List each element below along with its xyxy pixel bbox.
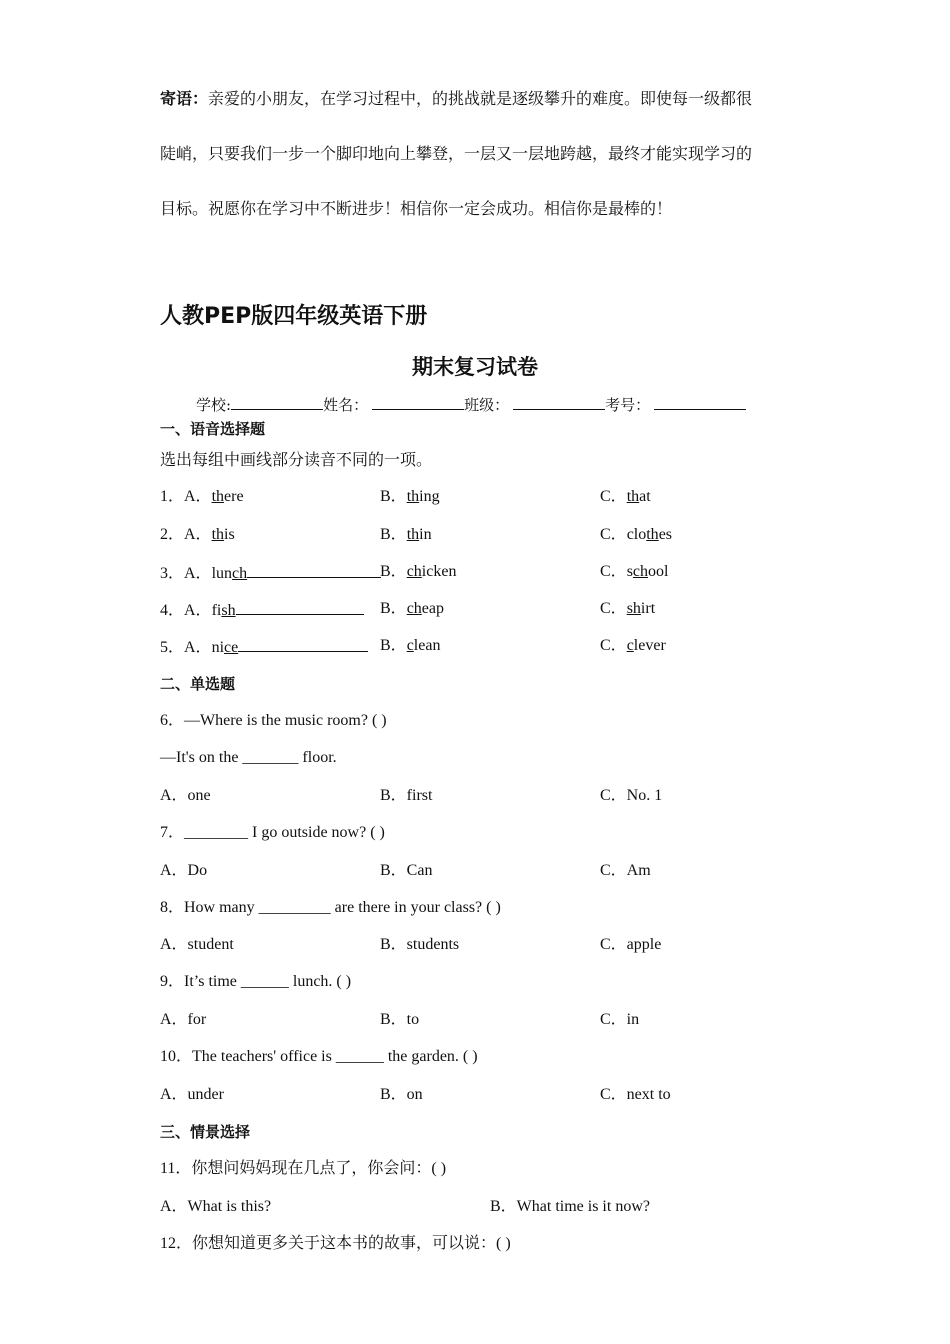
option-letter: C．: [600, 526, 627, 543]
question-number: 1．A．: [160, 488, 212, 505]
q6-option-a[interactable]: A．one: [160, 787, 211, 804]
phonics-q5-option-b[interactable]: [380, 636, 440, 656]
q7-option-a[interactable]: A．Do: [160, 862, 208, 879]
section-3-heading: 三、情景选择: [160, 1123, 251, 1141]
option-text: eap: [421, 600, 444, 617]
underlined-letters: th: [211, 526, 225, 543]
intro-text-1: 亲爱的小朋友，在学习过程中，的挑战就是逐级攀升的难度。即使每一级都很: [208, 91, 753, 108]
question-number: 3．A．: [160, 565, 212, 582]
phonics-row-4: [160, 599, 364, 621]
section-1-instruction: 选出每组中画线部分读音不同的一项。: [160, 452, 433, 469]
phonics-q3-option-a[interactable]: [160, 565, 247, 582]
underlined-letters: ch: [406, 600, 422, 617]
name-field[interactable]: [372, 395, 464, 410]
option-text: lean: [413, 637, 441, 654]
option-text: ing: [419, 488, 440, 505]
option-letter: C．: [600, 563, 627, 580]
section-1-heading: 一、语音选择题: [160, 420, 266, 438]
underlined-letters: ce: [224, 639, 239, 656]
underlined-letters: th: [211, 488, 225, 505]
question-11: 11．你想问妈妈现在几点了，你会问：( ): [160, 1160, 447, 1177]
phonics-q3-option-b[interactable]: [380, 562, 456, 582]
phonics-row-1: [160, 487, 244, 507]
option-text: ni: [211, 639, 225, 656]
underlined-letters: sh: [221, 602, 236, 619]
option-text: s: [626, 563, 633, 580]
q6-option-c[interactable]: C．No. 1: [600, 787, 663, 804]
page-subtitle: 期末复习试卷: [412, 355, 538, 379]
section-2-heading: 二、单选题: [160, 675, 236, 693]
school-field[interactable]: [231, 395, 323, 410]
question-number: 2．A．: [160, 526, 212, 543]
question-8: 8．How many _________ are there in your class? ( ): [160, 899, 501, 916]
q9-option-b[interactable]: B．to: [380, 1011, 420, 1028]
q6-option-b[interactable]: B．first: [380, 787, 433, 804]
option-text: ool: [648, 563, 669, 580]
class-field[interactable]: [513, 395, 605, 410]
option-letter: C．: [600, 600, 627, 617]
option-text: lever: [633, 637, 666, 654]
option-text: irt: [640, 600, 656, 617]
number-field[interactable]: [654, 395, 746, 410]
question-10: 10．The teachers' office is ______ the garden. ( ): [160, 1048, 478, 1065]
underlined-letters: th: [406, 488, 420, 505]
phonics-q2-option-c[interactable]: [600, 525, 672, 545]
phonics-q3-option-c[interactable]: [600, 562, 668, 582]
option-text: in: [419, 526, 432, 543]
phonics-row-2: [160, 525, 235, 545]
q9-option-a[interactable]: A．for: [160, 1011, 207, 1028]
option-letter: B．: [380, 526, 407, 543]
phonics-q5-option-a[interactable]: [160, 639, 238, 656]
option-text: lun: [211, 565, 233, 582]
option-text: fi: [211, 602, 222, 619]
option-letter: B．: [380, 600, 407, 617]
underlined-letters: ch: [406, 563, 422, 580]
underlined-letters: th: [646, 526, 659, 543]
option-letter: B．: [380, 563, 407, 580]
school-label: 学校:: [196, 396, 232, 414]
underlined-letters: ch: [232, 565, 248, 582]
phonics-q1-option-b[interactable]: [380, 487, 440, 507]
underline-gap: [238, 636, 368, 652]
question-6-line-2: —It's on the _______ floor.: [160, 749, 337, 766]
q8-option-b[interactable]: B．students: [380, 936, 460, 953]
option-letter: B．: [380, 637, 407, 654]
question-number: 4．A．: [160, 602, 212, 619]
q8-option-c[interactable]: C．apple: [600, 936, 662, 953]
number-label: 考号：: [605, 396, 651, 414]
underline-gap: [236, 599, 364, 615]
underline-gap: [247, 562, 381, 578]
page-title: 人教PEP版四年级英语下册: [160, 304, 428, 329]
underlined-letters: th: [406, 526, 420, 543]
phonics-q5-option-c[interactable]: [600, 636, 666, 656]
option-letter: B．: [380, 488, 407, 505]
option-text: at: [639, 488, 651, 505]
question-9: 9．It’s time ______ lunch. ( ): [160, 973, 352, 990]
underlined-letters: sh: [626, 600, 641, 617]
q11-option-a[interactable]: A．What is this?: [160, 1198, 272, 1215]
q8-option-a[interactable]: A．student: [160, 936, 234, 953]
phonics-q2-option-b[interactable]: [380, 525, 432, 545]
question-number: 5．A．: [160, 639, 212, 656]
q10-option-b[interactable]: B．on: [380, 1086, 423, 1103]
phonics-q4-option-a[interactable]: [160, 602, 236, 619]
underlined-letters: c: [626, 637, 634, 654]
question-12: 12．你想知道更多关于这本书的故事，可以说：( ): [160, 1235, 511, 1252]
phonics-row-3: [160, 562, 381, 584]
underlined-letters: c: [406, 637, 414, 654]
q7-option-c[interactable]: C．Am: [600, 862, 651, 879]
phonics-q4-option-b[interactable]: [380, 599, 444, 619]
intro-line-1: [160, 90, 752, 110]
q11-option-b[interactable]: B．What time is it now?: [490, 1198, 650, 1215]
option-letter: C．: [600, 488, 627, 505]
intro-label: 寄语：: [160, 91, 209, 108]
q10-option-c[interactable]: C．next to: [600, 1086, 671, 1103]
option-text: icken: [421, 563, 457, 580]
student-info-row: [196, 395, 746, 415]
q9-option-c[interactable]: C．in: [600, 1011, 640, 1028]
option-text: is: [224, 526, 235, 543]
option-text: ere: [224, 488, 244, 505]
phonics-q1-option-c[interactable]: [600, 487, 651, 507]
option-letter: C．: [600, 637, 627, 654]
name-label: 姓名：: [323, 396, 369, 414]
underlined-letters: ch: [632, 563, 649, 580]
underlined-letters: th: [626, 488, 640, 505]
question-7: 7．________ I go outside now? ( ): [160, 824, 385, 841]
phonics-q2-option-a[interactable]: [160, 526, 235, 543]
intro-line-3: 目标。祝愿你在学习中不断进步！相信你一定会成功。相信你是最棒的！: [160, 201, 673, 218]
option-text: clo: [626, 526, 647, 543]
intro-line-2: 陡峭，只要我们一步一个脚印地向上攀登，一层又一层地跨越，最终才能实现学习的: [160, 146, 753, 163]
option-text: es: [658, 526, 673, 543]
question-6: 6．—Where is the music room? ( ): [160, 712, 387, 729]
q10-option-a[interactable]: A．under: [160, 1086, 224, 1103]
phonics-q1-option-a[interactable]: [160, 488, 244, 505]
q7-option-b[interactable]: B．Can: [380, 862, 433, 879]
class-label: 班级：: [464, 396, 510, 414]
phonics-q4-option-c[interactable]: [600, 599, 655, 619]
phonics-row-5: [160, 636, 368, 658]
